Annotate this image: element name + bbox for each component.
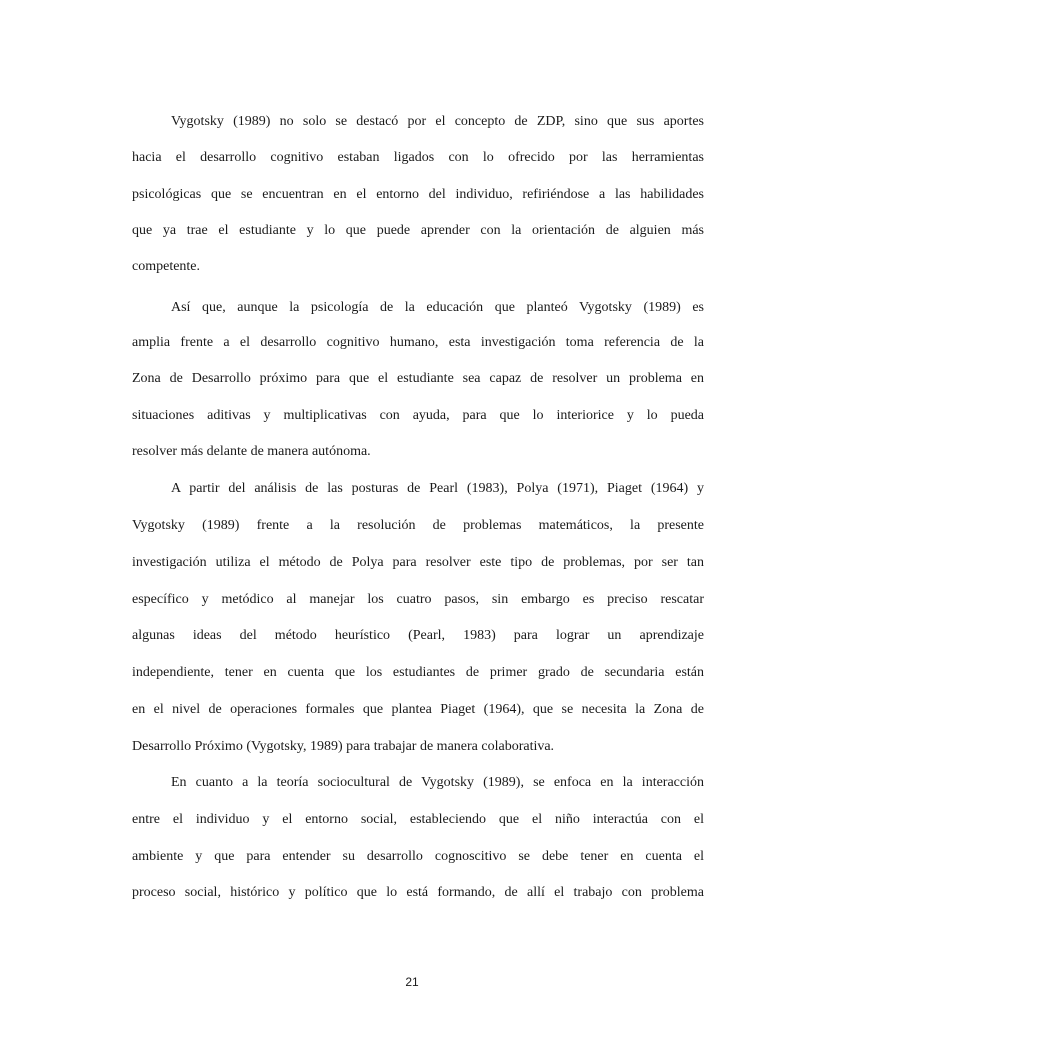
- paragraph-1-line-2: hacia el desarrollo cognitivo estaban ligados con lo ofrecido por las herramientas: [132, 150, 704, 165]
- paragraph-2-line-4: situaciones aditivas y multiplicativas con ayuda, para que lo interiorice y lo pueda: [132, 408, 704, 423]
- paragraph-3-line-6: independiente, tener en cuenta que los estudiantes de primer grado de secundaria están: [132, 665, 704, 680]
- paragraph-4-line-1: En cuanto a la teoría sociocultural de Vygotsky (1989), se enfoca en la interacción: [171, 775, 704, 790]
- paragraph-1-line-3: psicológicas que se encuentran en el entorno del individuo, refiriéndose a las habilidades: [132, 187, 704, 202]
- paragraph-3-line-8: Desarrollo Próximo (Vygotsky, 1989) para trabajar de manera colaborativa.: [132, 739, 555, 754]
- paragraph-3-line-2: Vygotsky (1989) frente a la resolución de problemas matemáticos, la presente: [132, 518, 704, 533]
- paragraph-1-line-5: competente.: [132, 259, 201, 274]
- paragraph-3-line-5: algunas ideas del método heurístico (Pearl, 1983) para lograr un aprendizaje: [132, 628, 704, 643]
- paragraph-2-line-3: Zona de Desarrollo próximo para que el estudiante sea capaz de resolver un problema en: [132, 371, 704, 386]
- paragraph-2-line-2: amplia frente a el desarrollo cognitivo humano, esta investigación toma referencia de la: [132, 335, 704, 350]
- paragraph-2-line-5: resolver más delante de manera autónoma.: [132, 444, 371, 459]
- paragraph-2-line-1: Así que, aunque la psicología de la educación que planteó Vygotsky (1989) es: [171, 300, 704, 315]
- paragraph-4-line-2: entre el individuo y el entorno social, estableciendo que el niño interactúa con el: [132, 812, 704, 827]
- paragraph-3-line-7: en el nivel de operaciones formales que plantea Piaget (1964), que se necesita la Zona de: [132, 702, 704, 717]
- paragraph-1-line-1: Vygotsky (1989) no solo se destacó por el concepto de ZDP, sino que sus aportes: [171, 114, 704, 129]
- paragraph-4-line-4: proceso social, histórico y político que lo está formando, de allí el trabajo con problema: [132, 885, 704, 900]
- paragraph-3-line-1: A partir del análisis de las posturas de Pearl (1983), Polya (1971), Piaget (1964) y: [171, 481, 704, 496]
- paragraph-1-line-4: que ya trae el estudiante y lo que puede aprender con la orientación de alguien más: [132, 223, 704, 238]
- paragraph-3-line-4: específico y metódico al manejar los cuatro pasos, sin embargo es preciso rescatar: [132, 592, 704, 607]
- paragraph-3-line-3: investigación utiliza el método de Polya para resolver este tipo de problemas, por ser tan: [132, 555, 704, 570]
- page-number: 21: [405, 975, 419, 989]
- paragraph-4-line-3: ambiente y que para entender su desarrollo cognoscitivo se debe tener en cuenta el: [132, 849, 704, 864]
